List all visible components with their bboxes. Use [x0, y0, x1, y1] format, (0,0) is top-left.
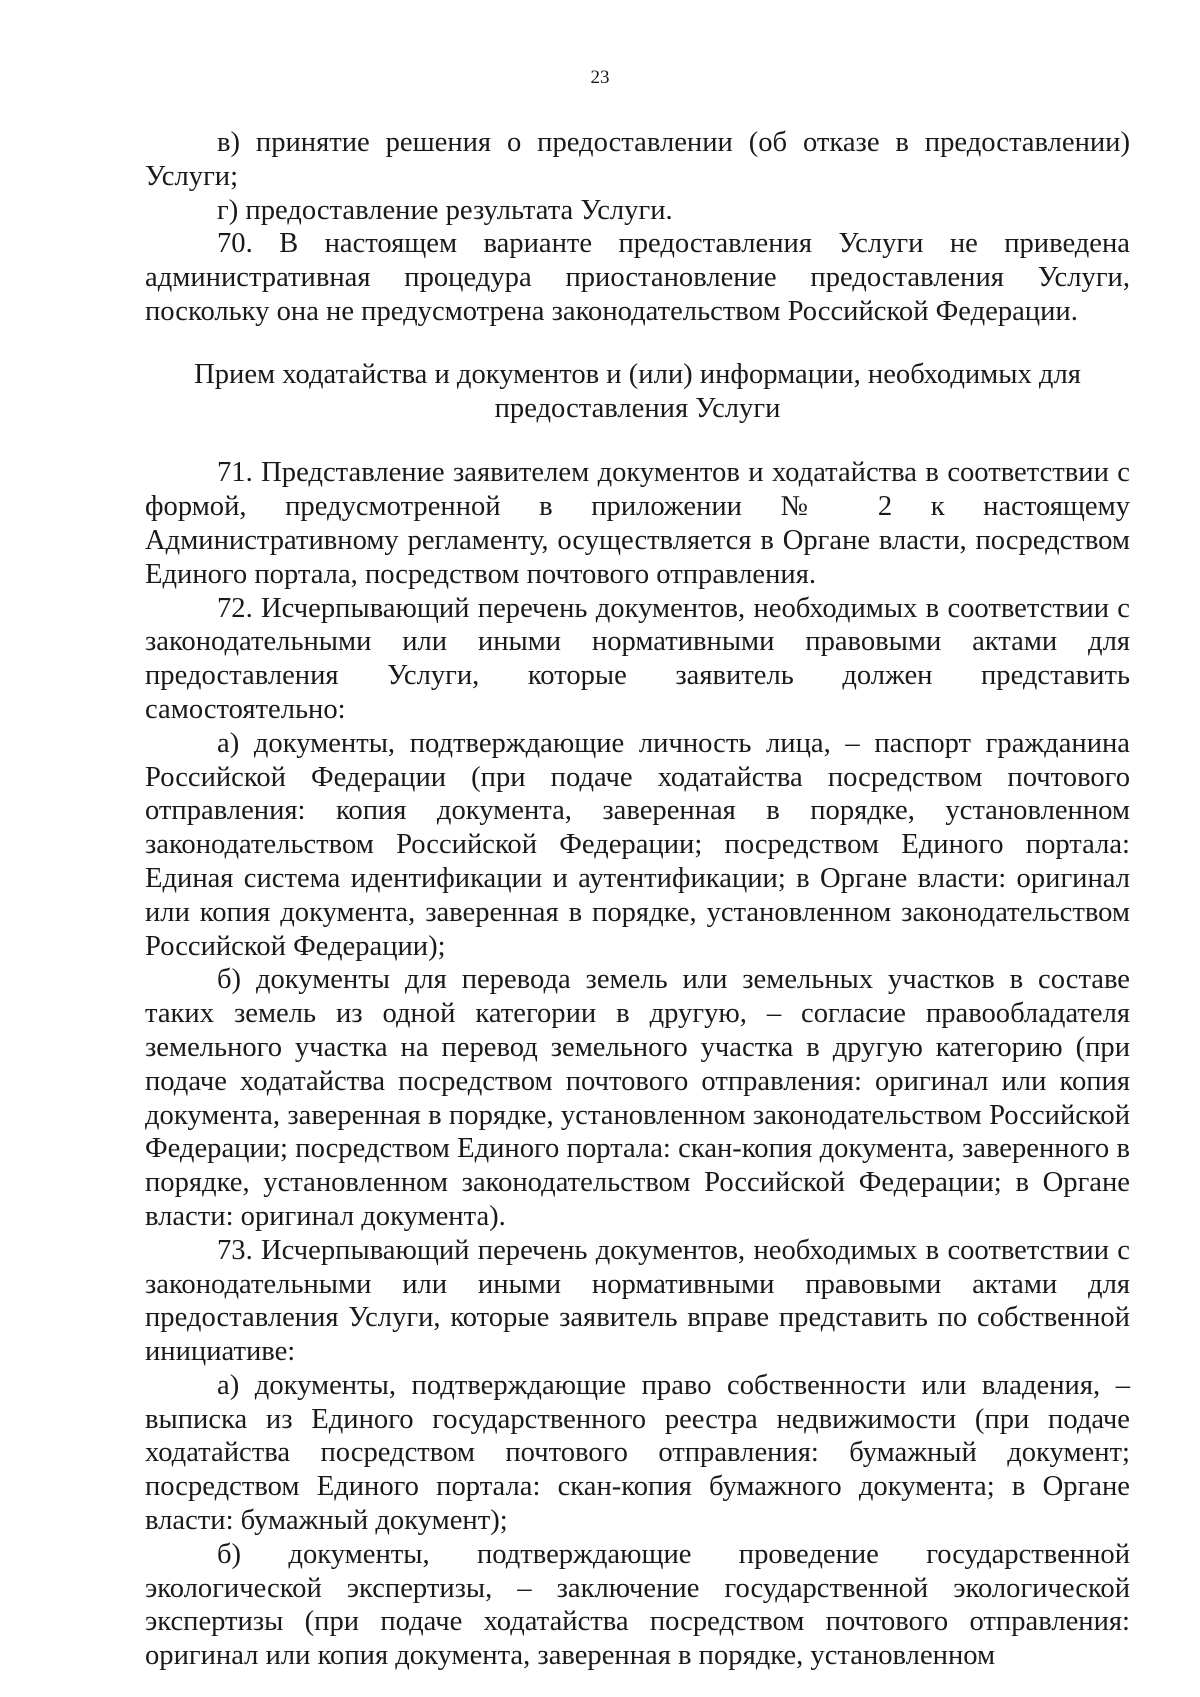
paragraph-72-b: б) документы для перевода земель или земельных участков в составе таких земель из одной категории в другую, – согласие правообладателя земельного участка на перевод земельного участка в другую категорию (при подаче ходатайства посредством почтового отправления: оригинал или копия документа, заверенная в порядке, установленном законодательством Российской Федерации; посредством Единого портала: скан-копия документа, заверенного в порядке, установленном законодательством Российской Федерации; в Органе власти: оригинал документа).: [145, 964, 1130, 1232]
paragraph-72-a: а) документы, подтверждающие личность лица, – паспорт гражданина Российской Федерации (при подаче ходатайства посредством почтового отправления: копия документа, заверенная в порядке, установленном законодательством Российской Федерации; посредством Единого портала: Единая система идентификации и аутентификации; в Органе власти: оригинал или копия документа, заверенная в порядке, установленном законодательством Российской Федерации);: [145, 727, 1130, 962]
paragraph-item-v: в) принятие решения о предоставлении (об отказе в предоставлении) Услуги;: [145, 127, 1130, 192]
section-heading: Прием ходатайства и документов и (или) информации, необходимых для предоставления Услуги: [194, 358, 1081, 424]
paragraph-73-b: б) документы, подтверждающие проведение государственной экологической экспертизы, – заключение государственной экологической экспертизы (при подаче ходатайства посредством почтового отправления: оригинал или копия документа, заверенная в порядке, установленном: [145, 1538, 1130, 1672]
paragraph-item-g: г) предоставление результата Услуги.: [217, 194, 673, 226]
page-number: 23: [590, 67, 610, 88]
paragraph-73-a: а) документы, подтверждающие право собственности или владения, – выписка из Единого государственного реестра недвижимости (при подаче ходатайства посредством почтового отправления: бумажный документ; посредством Единого портала: скан-копия бумажного документа; в Органе власти: бумажный документ);: [145, 1369, 1130, 1537]
paragraph-73: 73. Исчерпывающий перечень документов, необходимых в соответствии с законодательными или иными нормативными правовыми актами для предоставления Услуги, которые заявитель вправе представить по собственной инициативе:: [145, 1234, 1130, 1368]
paragraph-70: 70. В настоящем варианте предоставления Услуги не приведена административная процедура приостановление предоставления Услуги, поскольку она не предусмотрена законодательством Российской Федерации.: [145, 228, 1130, 327]
document-body: [145, 126, 1130, 1673]
paragraph-71: 71. Представление заявителем документов и ходатайства в соответствии с формой, предусмотренной в приложении № 2 к настоящему Административному регламенту, осуществляется в Органе власти, посредством Единого портала, посредством почтового отправления.: [145, 457, 1130, 590]
paragraph-72: 72. Исчерпывающий перечень документов, необходимых в соответствии с законодательными или иными нормативными правовыми актами для предоставления Услуги, которые заявитель должен представить самостоятельно:: [145, 592, 1130, 725]
